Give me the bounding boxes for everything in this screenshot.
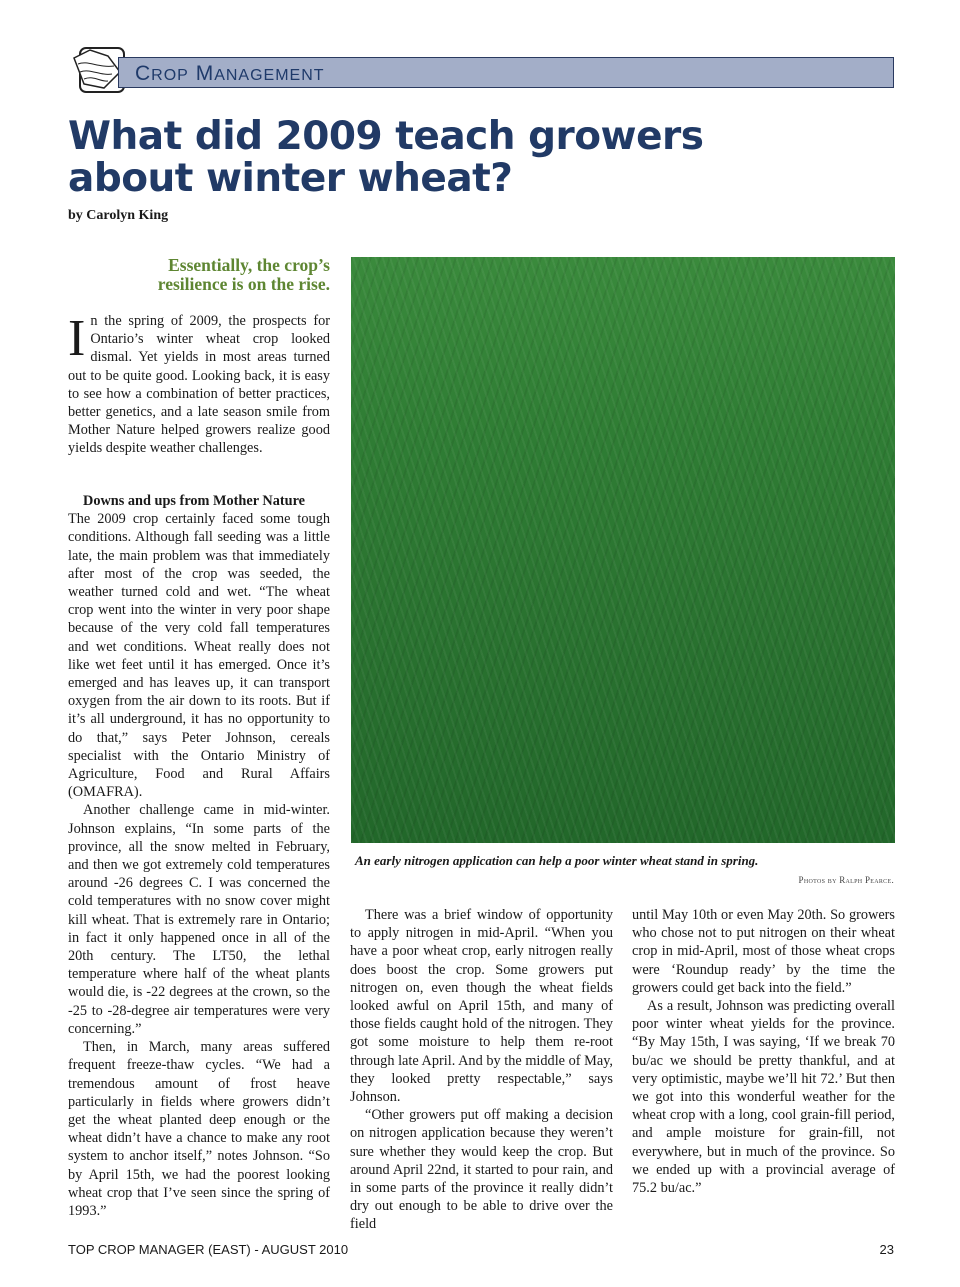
body-paragraph: Then, in March, many areas suffered frequent freeze-thaw cycles. “We had a tremendous amount of frost heave particularly in fields where growers didn’t get the wheat planted deep enough or the wheat didn’t have a chance to make any root system to anchor itself,” notes Johnson. “So by April 15th, we had the poorest looking wheat crop that I’ve seen since the spring of 1993.” (68, 1039, 330, 1219)
section-title: CROP MANAGEMENT (135, 62, 325, 85)
body-paragraph: There was a brief window of opportunity to apply nitrogen in mid-April. “When you have a poor wheat crop, early nitrogen really does boost the crop. Some growers put nitrogen on, even though the wheat fields looked awful on April 15th, and many of those fields caught hold of the nitrogen. They got some moisture to help them re-root through late April. And by the middle of May, they looked pretty respectable,” says Johnson. (350, 907, 613, 1106)
body-paragraph: As a result, Johnson was predicting overall poor winter wheat yields for the province. “By May 15th, I was saying, ‘If we break 70 bu/ac we should be pretty thankful, and at very optimistic, maybe we’ll hit 72.’ But then we got into this wonderful weather for the wheat crop with a long, cool grain-fill period, and ample moisture for grain-fill, not everywhere, but in much of the province. So we ended up with a provincial average of 75.2 bu/ac.” (632, 998, 895, 1197)
article-byline: by Carolyn King (68, 208, 169, 223)
photo-credit: Photos by Ralph Pearce. (798, 875, 894, 885)
body-paragraph: The 2009 crop certainly faced some tough conditions. Although fall seeding was a little late, the main problem was that immediately after most of the crop was seeded, the weather turned cold and wet. “The wheat crop went into the winter in very poor shape because of the very cold fall temperatures and wet conditions. Wheat really does not like wet feet until it has emerged. Once it’s emerged and has leaves up, it can transport oxygen from the air down to its roots. But if it’s all underground, it has no opportunity to do that,” says Peter Johnson, cereals specialist with the Ontario Ministry of Agriculture, Food and Rural Affairs (OMAFRA). (68, 511, 330, 801)
article-column-3 (632, 906, 895, 1197)
article-intro (68, 312, 330, 458)
body-paragraph: until May 10th or even May 20th. So growers who chose not to put nitrogen on their wheat crop in mid-April, most of those wheat crops were ‘Roundup ready’ by the time the growers could get back into the field.” (632, 907, 895, 996)
photo-caption: An early nitrogen application can help a poor winter wheat stand in spring. (355, 853, 759, 868)
article-headline: What did 2009 teach growers about winter wheat? (68, 114, 704, 201)
article-column-1 (68, 492, 330, 1220)
intro-paragraph: n the spring of 2009, the prospects for Ontario’s winter wheat crop looked dismal. Yet yields in most areas turned out to be quite good. Looking back, it is easy to see how a combination of better practices, better genetics, and a late season smile from Mother Nature helped growers realize good yields despite weather challenges. (68, 313, 330, 457)
page-number: 23 (879, 1242, 894, 1257)
drop-cap: I (68, 310, 86, 367)
pull-quote: Essentially, the crop’s resilience is on the rise. (157, 255, 330, 294)
body-paragraph: Another challenge came in mid-winter. Johnson explains, “In some parts of the province, all the snow melted in February, and then we got extremely cold temperatures around -26 degrees C. I was concerned the cold temperatures with no snow cover might kill wheat. That is extremely rare in Ontario; in fact it only happened once in all of the 20th century. The LT50, the lethal temperature where half of the wheat plants would die, is -22 degrees at the crown, so the -25 to -28-degree air temperatures were very concerning.” (68, 802, 330, 1037)
section-subhead: Downs and ups from Mother Nature (83, 493, 306, 509)
article-column-2 (350, 906, 613, 1234)
body-paragraph: “Other growers put off making a decision on nitrogen application because they weren’t sure whether they would keep the crop. But around April 22nd, it started to pour rain, and in some parts of the province it really didn’t dry out enough to be able to drive over the field (350, 1107, 613, 1233)
wheat-field-photo (351, 257, 895, 843)
footer-publication: TOP CROP MANAGER (EAST) - AUGUST 2010 (68, 1242, 349, 1257)
